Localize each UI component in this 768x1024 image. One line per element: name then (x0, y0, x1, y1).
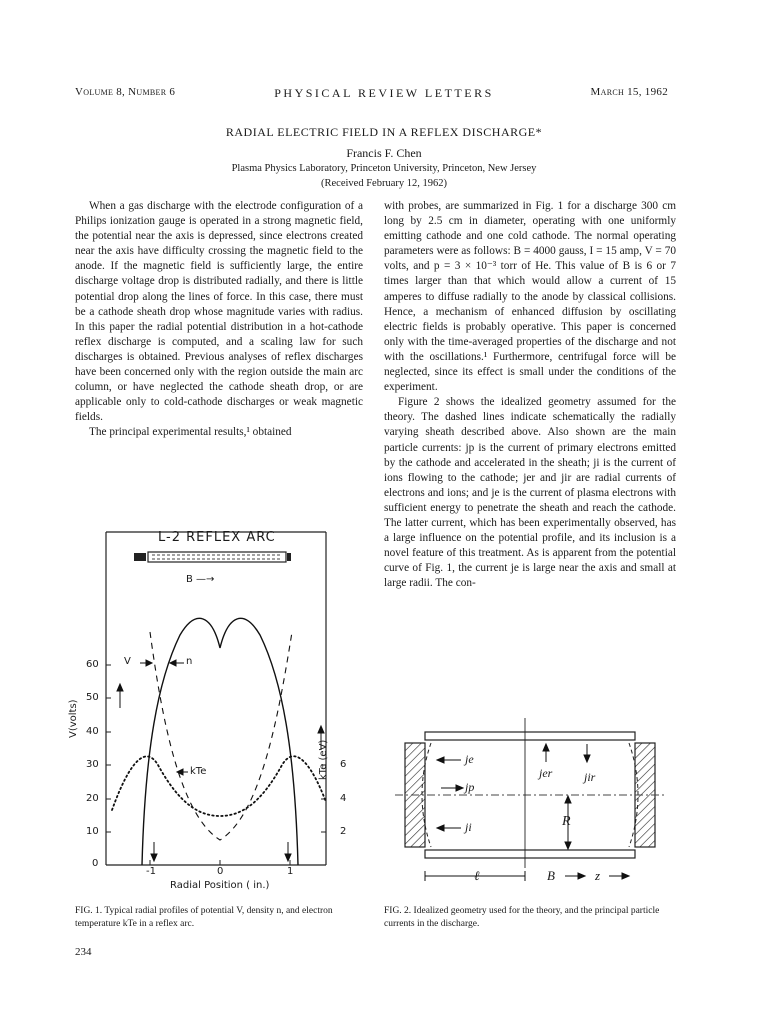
figure-1-caption: FIG. 1. Typical radial profiles of potential V, density n, and electron temperature kTe in a reflex arc. (75, 906, 333, 929)
fig2-label-je: je (465, 752, 474, 766)
fig2-label-jp: jp (465, 780, 475, 794)
page-number: 234 (75, 946, 92, 958)
y-tick-label: 60 (86, 659, 99, 670)
x-tick-label: 0 (217, 866, 224, 877)
cathode-left (134, 553, 146, 561)
anode-bottom (425, 850, 635, 858)
author-affiliation: Plasma Physics Laboratory, Princeton University, Princeton, New Jersey (231, 163, 537, 174)
reflex-arc-tube (148, 552, 286, 562)
y-tick-label: 40 (86, 726, 99, 737)
x-tick-label: 1 (287, 866, 294, 877)
y-tick-label: 0 (92, 858, 99, 869)
x-tick-label: -1 (146, 866, 156, 877)
journal-name: PHYSICAL REVIEW LETTERS (274, 86, 494, 100)
left-column (75, 199, 363, 441)
fig1-inset-title: L-2 REFLEX ARC (158, 530, 276, 545)
right-column (384, 199, 676, 591)
cathode-right (287, 553, 291, 561)
paragraph: When a gas discharge with the electrode configuration of a Philips ionization gauge is operated in a strong magnetic field, the potential near the axis is depressed, since electrons created near the axis have difficulty crossing the magnetic field to the anode. If the magnetic field is sufficiently large, the entire discharge voltage drop is distributed radially, and there is little potential drop along the lines of force. In this case, there must be a cathode sheath drop whose magnitude varies with radius. In this paper the radial potential distribution in a hot-cathode reflex discharge is computed, and a scaling law for such discharges is obtained. Previous analyses of reflex discharges have been concerned only with the region outside the main arc column, or have neglected the cathode sheath drop, or are applicable only to cold-cathode discharges or weak magnetic fields. (75, 200, 363, 424)
fig1-kte-label: kTe (190, 766, 207, 777)
figure-1 (70, 520, 370, 900)
paragraph: with probes, are summarized in Fig. 1 for a discharge 300 cm long by 2.5 cm in diameter, operating with one uniformly emitting cathode and one cold cathode. The normal operating parameters were as follows: B = 4000 gauss, I = 15 amp, V = 70 volts, and p = 3 × 10⁻³ torr of He. This value of B is 6 or 7 times larger than that which would allow a current of 15 amperes to diffuse radially to the anode by classical collisions. Hence, a mechanism of enhanced diffusion by oscillating electric fields is probably operative. This paper is concerned only with the time-averaged properties of the discharge and not with the oscillations.¹ Furthermore, centrifugal force will be neglected, since its effect is small under the conditions of the experiment. (384, 200, 676, 394)
fig1-ylabel-right: kTe (eV) (318, 739, 329, 780)
volume-info: Volume 8, Number 6 (75, 86, 176, 98)
fig1-ylabel-left: V(volts) (68, 699, 79, 738)
y-tick-label: 20 (86, 793, 99, 804)
fig2-label-r: R (562, 814, 571, 829)
fig2-label-jir: jir (584, 770, 596, 784)
y-tick-label: 50 (86, 692, 99, 703)
y-tick-label-right: 6 (340, 759, 347, 770)
y-tick-label-right: 2 (340, 826, 347, 837)
potential-curve (142, 618, 298, 865)
fig1-v-label: V (124, 656, 131, 667)
fig1-b-label: B —→ (186, 574, 215, 585)
issue-date: March 15, 1962 (590, 86, 668, 98)
fig2-label-ji: ji (465, 820, 472, 834)
received-date: (Received February 12, 1962) (321, 178, 447, 189)
paragraph: Figure 2 shows the idealized geometry assumed for the theory. The dashed lines indicate schematically the radially varying sheath described above. Also shown are the main particle currents: jp is the current of primary electrons emitted by the cathode and accelerated in the sheath; ji is the current of ions flowing to the cathode; jer and jir are radial currents of electrons and ions; and je is the current of plasma electrons with sufficient energy to penetrate the sheath and reach the cathode. The latter current, which has been experimentally observed, has a large influence on the potential profile, and its inclusion is a novel feature of this treatment. As is apparent from the potential curve of Fig. 1, the current je is large near the axis and small at large radii. The con- (384, 396, 676, 590)
y-tick-label: 10 (86, 826, 99, 837)
y-tick-label: 30 (86, 759, 99, 770)
article-title: RADIAL ELECTRIC FIELD IN A REFLEX DISCHARGE* (225, 125, 543, 139)
figure-2 (395, 718, 680, 898)
fig2-label-jer: jer (539, 766, 553, 780)
fig2-label-l: ℓ (474, 868, 480, 883)
paragraph: The principal experimental results,¹ obtained (89, 426, 292, 439)
article-author: Francis F. Chen (346, 146, 422, 160)
anode-top (425, 732, 635, 740)
fig1-xlabel: Radial Position ( in.) (170, 880, 270, 891)
fig2-label-b: B (547, 868, 555, 883)
fig2-label-z: z (595, 868, 601, 883)
y-tick-label-right: 4 (340, 793, 347, 804)
figure-2-caption: FIG. 2. Idealized geometry used for the theory, and the principal particle currents in the discharge. (384, 906, 660, 929)
fig1-n-label: n (186, 656, 193, 667)
